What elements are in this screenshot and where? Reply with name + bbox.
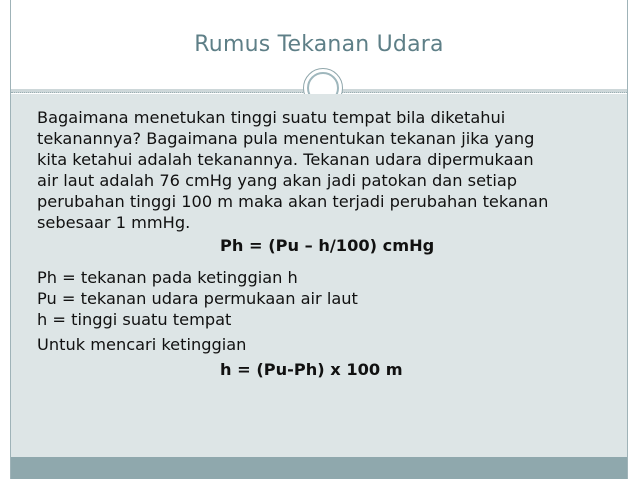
pressure-formula: Ph = (Pu – h/100) cmHg [220,236,435,255]
paragraph-line: kita ketahui adalah tekanannya. Tekanan udara dipermukaan [37,150,534,169]
intro-paragraph [37,107,617,233]
definition-item: Ph = tekanan pada ketinggian h [37,268,298,287]
definition-item: h = tinggi suatu tempat [37,310,232,329]
find-height-label: Untuk mencari ketinggian [37,335,247,354]
paragraph-line: sebesaar 1 mmHg. [37,213,191,232]
paragraph-line: Bagaimana menetukan tinggi suatu tempat bila diketahui [37,108,506,127]
paragraph-line: tekanannya? Bagaimana pula menentukan tekanan jika yang [37,129,535,148]
height-formula: h = (Pu-Ph) x 100 m [220,360,403,379]
footer-band [11,457,627,479]
paragraph-line: air laut adalah 76 cmHg yang akan jadi patokan dan setiap [37,171,518,190]
definitions-list [37,267,617,330]
paragraph-line: perubahan tinggi 100 m maka akan terjadi perubahan tekanan [37,192,549,211]
frame-right-line [627,0,628,479]
definition-item: Pu = tekanan udara permukaan air laut [37,289,358,308]
slide-body [37,107,617,380]
slide-title: Rumus Tekanan Udara [194,32,444,57]
